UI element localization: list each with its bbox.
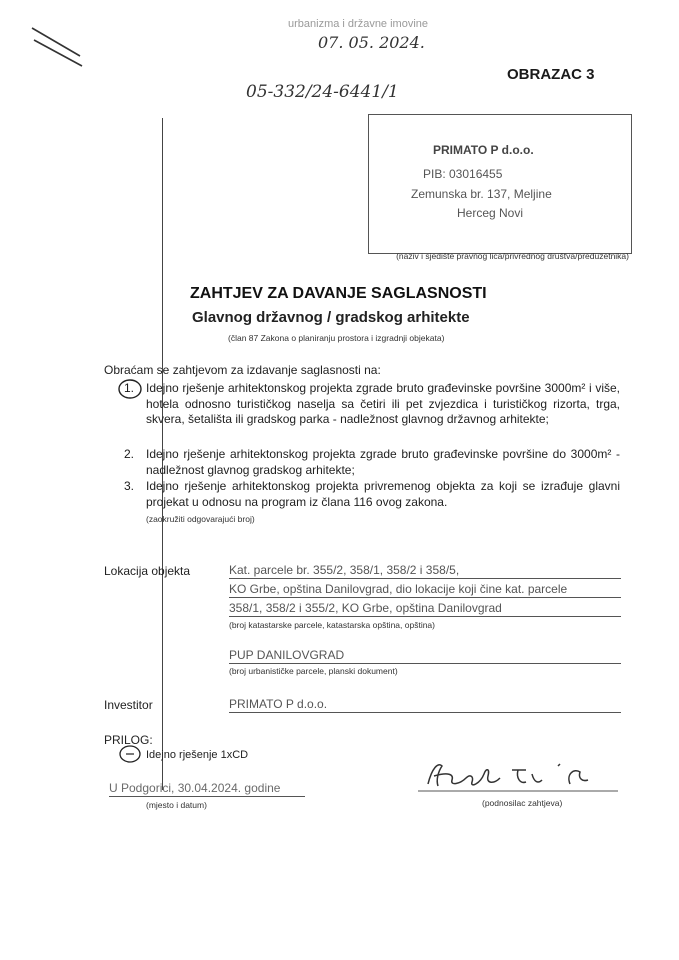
location-line: 358/1, 358/2 i 355/2, KO Grbe, opština Danilovgrad xyxy=(229,600,621,617)
place-date-caption: (mjesto i datum) xyxy=(146,800,207,810)
slash-marks-icon xyxy=(28,18,88,68)
document-title: ZAHTJEV ZA DAVANJE SAGLASNOSTI xyxy=(190,285,487,302)
option-text: Idejno rješenje arhitektonskog projekta zgrade bruto građevinske površine do 3000m² - nadležnost glavnog gradskog arhitekte; xyxy=(146,447,620,477)
attachment-item: Idejno rješenje 1xCD xyxy=(146,749,249,761)
applicant-box xyxy=(368,114,632,254)
signature-caption: (podnosilac zahtjeva) xyxy=(482,798,563,808)
stamp-reference: 05-332/24-6441/1 xyxy=(246,82,399,102)
applicant-city: Herceg Novi xyxy=(457,206,524,220)
option-text: Idejno rješenje arhitektonskog projekta zgrade bruto građevinske površine 3000m² i više, hotela odnosno turističkog naselja sa četiri ili pet zvjezdica i turističkog rizorta, trga, skvera, šetališta ili gradskog parka - nadležnost glavnog državnog arhitekte; xyxy=(146,381,620,426)
intro-text: Obraćam se zahtjevom za izdavanje saglasnosti na: xyxy=(104,363,381,377)
applicant-caption: (naziv i sjedište pravnog lica/privrednog društva/preduzetnika) xyxy=(396,251,629,261)
applicant-name: PRIMATO P d.o.o. xyxy=(433,143,534,157)
place-date-value: U Podgorici, 30.04.2024. godine xyxy=(109,780,305,797)
option-number: 3. xyxy=(124,479,135,493)
applicant-address: Zemunska br. 137, Meljine xyxy=(411,187,552,201)
option-number: 1. xyxy=(124,381,135,395)
plan-caption: (broj urbanističke parcele, planski dokument) xyxy=(229,666,398,676)
option-number: 2. xyxy=(124,447,135,461)
form-label: OBRAZAC 3 xyxy=(507,66,595,83)
document-subtitle: Glavnog državnog / gradskog arhitekte xyxy=(192,309,470,326)
applicant-pib: PIB: 03016455 xyxy=(423,167,503,181)
investor-label: Investitor xyxy=(104,698,153,712)
legal-basis: (član 87 Zakona o planiranju prostora i izgradnji objekata) xyxy=(228,333,445,343)
plan-value: PUP DANILOVGRAD xyxy=(229,647,621,664)
location-label: Lokacija objekta xyxy=(104,564,191,578)
stamp-faint-text: urbanizma i državne imovine xyxy=(288,18,429,30)
option-text: Idejno rješenje arhitektonskog projekta privremenog objekta za koji se izrađuje glavni projekat u odnosu na program iz člana 116 ovog zakona. xyxy=(146,479,620,509)
handwritten-signature xyxy=(408,754,628,794)
investor-value: PRIMATO P d.o.o. xyxy=(229,696,621,713)
options-note: (zaokružiti odgovarajući broj) xyxy=(146,514,255,524)
location-line: Kat. parcele br. 355/2, 358/1, 358/2 i 358/5, xyxy=(229,562,621,579)
attachment-bullet-circle-icon xyxy=(118,744,142,764)
location-line: KO Grbe, opština Danilovgrad, dio lokacije koji čine kat. parcele xyxy=(229,581,621,598)
attachments-label: PRILOG: xyxy=(104,733,153,747)
location-caption: (broj katastarske parcele, katastarska opština, opština) xyxy=(229,620,435,630)
stamp-date: 07. 05. 2024. xyxy=(318,33,425,52)
